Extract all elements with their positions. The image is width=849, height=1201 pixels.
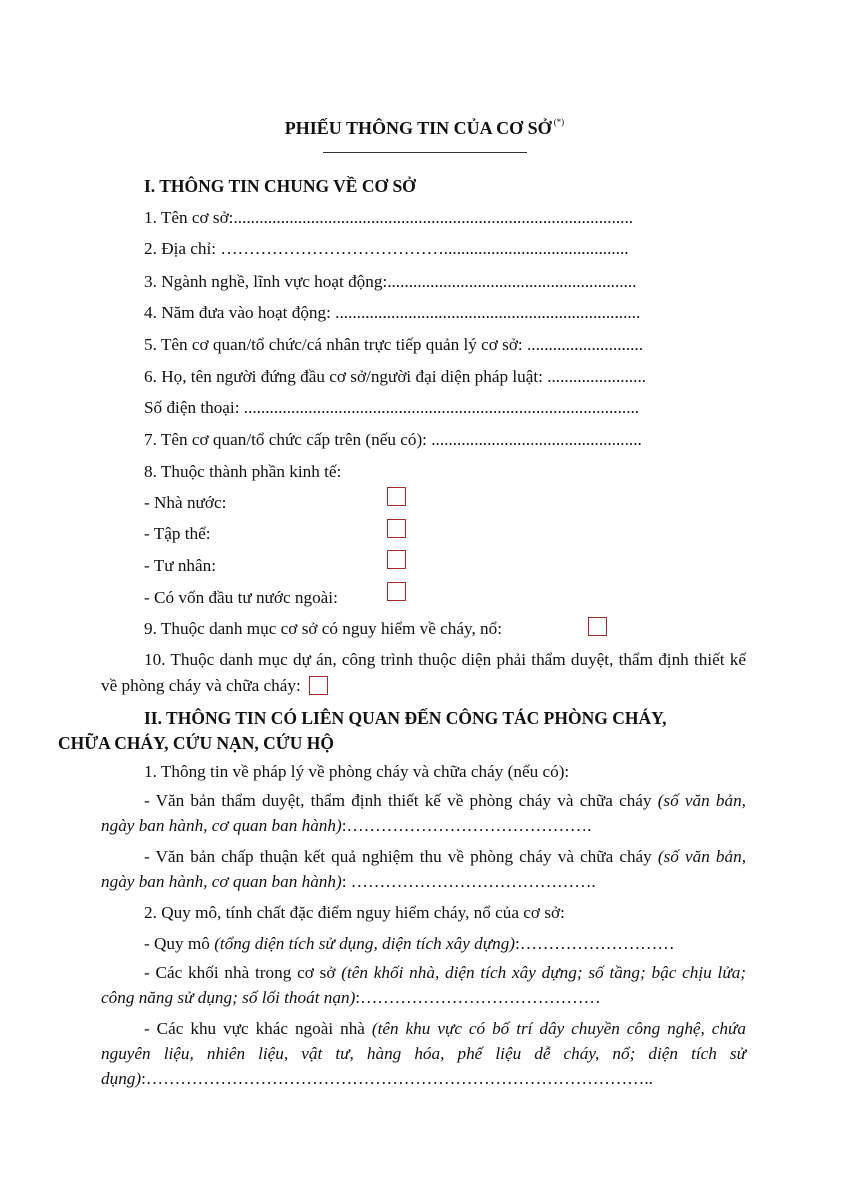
field-scale[interactable]: - Quy mô (tổng diện tích sử dụng, diện tích xây dựng):……………………… [144, 934, 675, 953]
design-approval-list-label: 10. Thuộc danh mục dự án, công trình thuộc diện phải thẩm duyệt, thẩm định thiết kế về phòng cháy và chữa cháy: [101, 650, 746, 695]
option-state-label: - Nhà nước: [144, 493, 227, 512]
option-collective-label: - Tập thể: [144, 524, 211, 543]
legal-info-label: 1. Thông tin về pháp lý về phòng cháy và chữa cháy (nếu có): [144, 762, 570, 781]
field-facility-name[interactable]: 1. Tên cơ sở:............................................................................................. [144, 208, 634, 227]
checkbox-collective[interactable] [387, 519, 406, 538]
field-phone[interactable]: Số điện thoại: ............................................................................................ [144, 398, 640, 417]
checkbox-state[interactable] [387, 487, 406, 506]
scale-characteristics-label: 2. Quy mô, tính chất đặc điểm nguy hiểm cháy, nổ của cơ sở: [144, 903, 565, 922]
field-address[interactable]: 2. Địa chỉ: …………………………………........................................... [144, 239, 629, 258]
checkbox-design-approval[interactable] [309, 676, 328, 695]
checkbox-private[interactable] [387, 550, 406, 569]
field-building-blocks[interactable]: - Các khối nhà trong cơ sở (tên khối nhà, diện tích xây dựng; số tầng; bậc chịu lửa; công năng sử dụng; số lối thoát nạn):…………………………………… [101, 963, 747, 1007]
section1-heading: I. THÔNG TIN CHUNG VỀ CƠ SỞ [144, 176, 416, 196]
checkbox-foreign[interactable] [387, 582, 406, 601]
option-private-label: - Tư nhân: [144, 556, 217, 575]
economic-sector-label: 8. Thuộc thành phần kinh tế: [144, 462, 342, 481]
option-foreign-label: - Có vốn đầu tư nước ngoài: [144, 588, 338, 607]
field-design-approval-doc[interactable]: - Văn bản thẩm duyệt, thẩm định thiết kế về phòng cháy và chữa cháy (số văn bản, ngày ban hành, cơ quan ban hành):……………………………………. [101, 791, 746, 835]
field-start-year[interactable]: 4. Năm đưa vào hoạt động: ....................................................................... [144, 303, 641, 322]
field-parent-agency[interactable]: 7. Tên cơ quan/tổ chức cấp trên (nếu có): ................................................. [144, 430, 642, 449]
title-underline [323, 152, 527, 153]
field-managing-agency[interactable]: 5. Tên cơ quan/tổ chức/cá nhân trực tiếp quản lý cơ sở: ........................... [144, 335, 644, 354]
section2-heading: II. THÔNG TIN CÓ LIÊN QUAN ĐẾN CÔNG TÁC PHÒNG CHÁY, CHỮA CHÁY, CỨU NẠN, CỨU HỘ [58, 708, 667, 753]
page-title: PHIẾU THÔNG TIN CỦA CƠ SỞ (*) [284, 117, 565, 138]
title-footnote-mark: (*) [553, 117, 565, 127]
field-business-sector[interactable]: 3. Ngành nghề, lĩnh vực hoạt động:.......................................................... [144, 272, 637, 291]
checkbox-fire-risk[interactable] [588, 617, 607, 636]
field-head-person[interactable]: 6. Họ, tên người đứng đầu cơ sở/người đại diện pháp luật: ....................... [144, 367, 647, 386]
fire-risk-list-label: 9. Thuộc danh mục cơ sở có nguy hiểm về cháy, nổ: [144, 619, 503, 638]
field-acceptance-doc[interactable]: - Văn bản chấp thuận kết quả nghiệm thu về phòng cháy và chữa cháy (số văn bản, ngày ban hành, cơ quan ban hành): ……………………………………. [101, 847, 747, 891]
field-outdoor-areas[interactable]: - Các khu vực khác ngoài nhà (tên khu vực có bố trí dây chuyền công nghệ, chứa nguyên liệu, nhiên liệu, vật tư, hàng hóa, phế liệu dễ cháy, nổ; diện tích sử dụng):…………………………………………………………………………….. [101, 1019, 746, 1088]
